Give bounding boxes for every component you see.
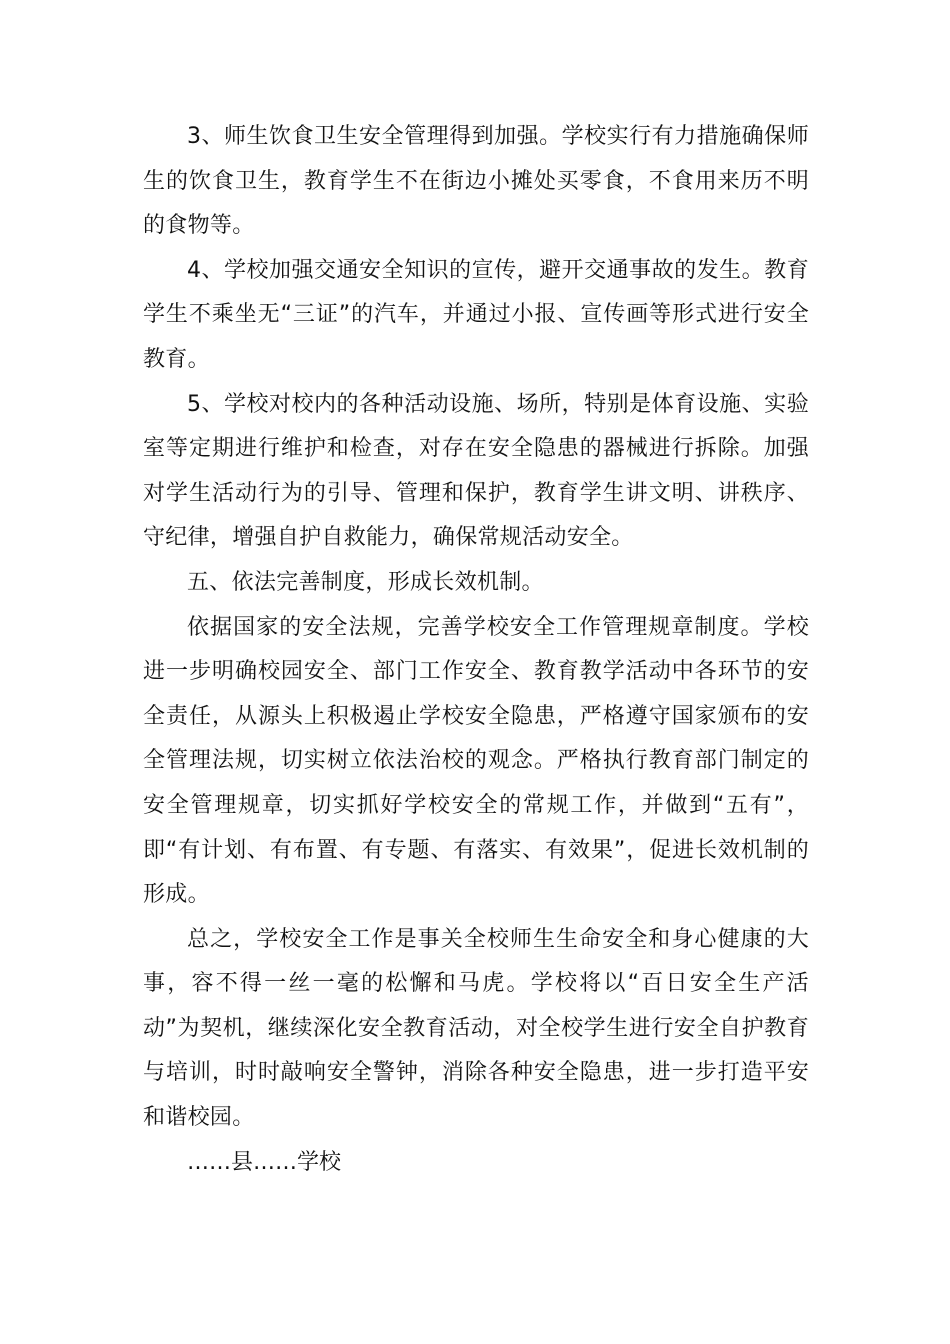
document-body: [143, 115, 809, 1185]
paragraph-rules: 依据国家的安全法规，完善学校安全工作管理规章制度。学校进一步明确校园安全、部门工作安全、教育教学活动中各环节的安全责任，从源头上积极遏止学校安全隐患，严格遵守国家颁布的安全管理法规，切实树立依法治校的观念。严格执行教育部门制定的安全管理规章，切实抓好学校安全的常规工作，并做到“五有”，即“有计划、有布置、有专题、有落实、有效果”，促进长效机制的形成。: [143, 614, 809, 908]
paragraph-conclusion: 总之，学校安全工作是事关全校师生生命安全和身心健康的大事，容不得一丝一毫的松懈和马虎。学校将以“百日安全生产活动”为契机，继续深化安全教育活动，对全校学生进行安全自护教育与培训，时时敲响安全警钟，消除各种安全隐患，进一步打造平安和谐校园。: [143, 926, 809, 1131]
signature-school: ……县……学校: [187, 1149, 342, 1175]
paragraph-facility-safety: 5、学校对校内的各种活动设施、场所，特别是体育设施、实验室等定期进行维护和检查，对存在安全隐患的器械进行拆除。加强对学生活动行为的引导、管理和保护，教育学生讲文明、讲秩序、守纪律，增强自护自救能力，确保常规活动安全。: [143, 391, 809, 551]
section-heading-rules: 五、依法完善制度，形成长效机制。: [187, 569, 544, 595]
paragraph-traffic-safety: 4、学校加强交通安全知识的宣传，避开交通事故的发生。教育学生不乘坐无“三证”的汽车，并通过小报、宣传画等形式进行安全教育。: [143, 257, 809, 372]
paragraph-food-safety: 3、师生饮食卫生安全管理得到加强。学校实行有力措施确保师生的饮食卫生，教育学生不在街边小摊处买零食，不食用来历不明的食物等。: [143, 124, 809, 239]
